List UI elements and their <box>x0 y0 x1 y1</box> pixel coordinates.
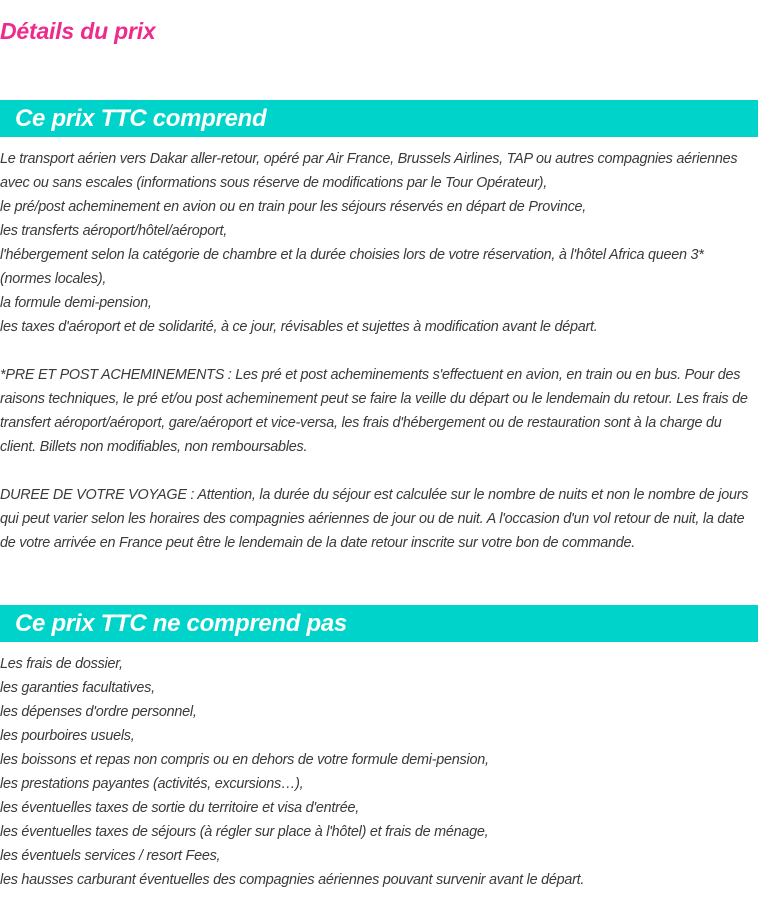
duree-note: DUREE DE VOTRE VOYAGE : Attention, la durée du séjour est calculée sur le nombre de nuits et non le nombre de jours qui peut varier selon les horaires des compagnies aériennes de jour ou de nuit. A l'occasion d'un vol retour de nuit, la date de votre arrivée en France peut être le lendemain de la date retour inscrite sur votre bon de commande. <box>0 487 749 551</box>
not-included-item: les prestations payantes (activités, excursions…), <box>0 776 304 792</box>
included-item: les transferts aéroport/hôtel/aéroport, <box>0 223 228 239</box>
page-title: Détails du prix <box>0 18 156 44</box>
acheminements-note: *PRE ET POST ACHEMINEMENTS : Les pré et post acheminements s'effectuent en avion, en train ou en bus. Pour des raisons techniques, le pré et/ou post acheminement peut se faire la veille du départ ou le lendemain du retour. Les frais de transfert aéroport/aéroport, gare/aéroport et vice-versa, les frais d'hébergement ou de restauration sont à la charge du client. Billets non modifiables, non remboursables. <box>0 367 748 455</box>
not-included-item: les éventuelles taxes de sortie du territoire et visa d'entrée, <box>0 800 359 816</box>
included-item: Le transport aérien vers Dakar aller-retour, opéré par Air France, Brussels Airlines, TAP ou autres compagnies aériennes avec ou sans escales (informations sous réserve de modifications par le Tour Opérateur), <box>0 151 738 191</box>
included-item: la formule demi-pension, <box>0 295 152 311</box>
not-included-section <box>0 652 758 892</box>
not-included-item: les éventuels services / resort Fees, <box>0 848 221 864</box>
not-included-item: les boissons et repas non compris ou en dehors de votre formule demi-pension, <box>0 752 489 768</box>
not-included-heading: Ce prix TTC ne comprend pas <box>0 605 758 642</box>
not-included-item: les pourboires usuels, <box>0 728 135 744</box>
not-included-item: les garanties facultatives, <box>0 680 155 696</box>
not-included-item: les éventuelles taxes de séjours (à régler sur place à l'hôtel) et frais de ménage, <box>0 824 489 840</box>
not-included-item: Les frais de dossier, <box>0 656 123 672</box>
included-section <box>0 147 758 555</box>
not-included-item: les dépenses d'ordre personnel, <box>0 704 197 720</box>
spacer <box>0 459 758 483</box>
spacer <box>0 339 758 363</box>
included-item: le pré/post acheminement en avion ou en train pour les séjours réservés en départ de Province, <box>0 199 587 215</box>
included-heading: Ce prix TTC comprend <box>0 100 758 137</box>
included-item: les taxes d'aéroport et de solidarité, à ce jour, révisables et sujettes à modification avant le départ. <box>0 319 598 335</box>
included-item: l'hébergement selon la catégorie de chambre et la durée choisies lors de votre réservation, à l'hôtel Africa queen 3* (normes locales), <box>0 247 704 287</box>
not-included-item: les hausses carburant éventuelles des compagnies aériennes pouvant survenir avant le départ. <box>0 872 585 888</box>
